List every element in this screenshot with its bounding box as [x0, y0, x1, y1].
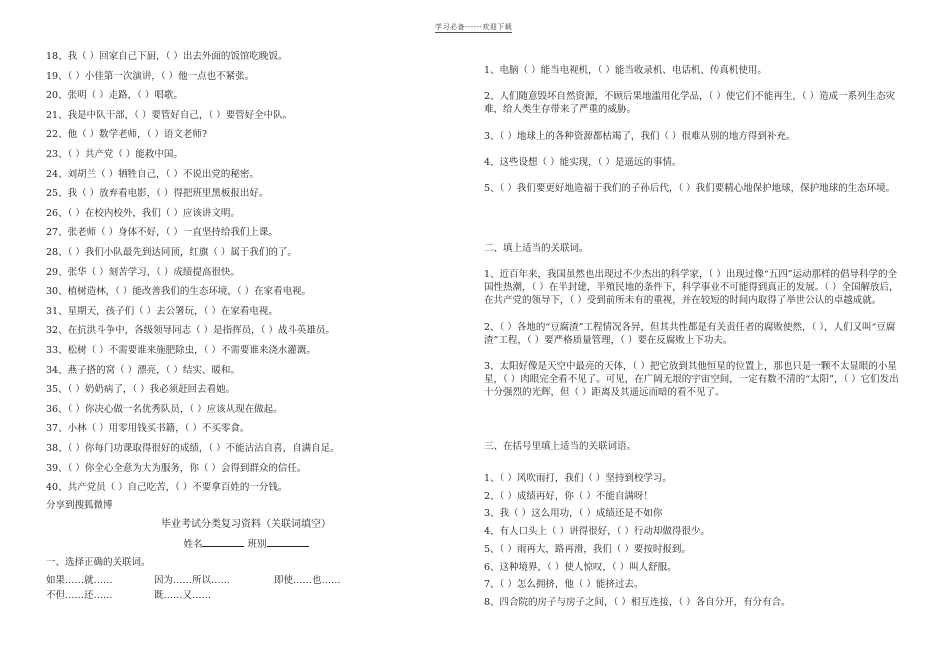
exercise-item: 23、（ ）共产党（ ）能救中国。: [46, 149, 183, 160]
exercise-item: 5、（ ）我们要更好地造福于我们的子孙后代，（ ）我们要精心地保护地球，保护地球的生态环境。: [484, 183, 896, 194]
header-text: 学习必备------欢迎下载: [435, 23, 513, 31]
exercise-item: 22、他（ ）数学老师，（ ）语文老师?: [46, 129, 207, 141]
name-label: 姓名: [183, 538, 203, 550]
exercise-item: 35、（ ）奶奶病了，（ ）我必须赶回去看她。: [46, 384, 236, 396]
exercise-item: 27、张老师（ ）身体不好，（ ）一直坚持给我们上课。: [46, 227, 278, 239]
paragraph: 3、太阳好像是天空中最亮的天体，（ ）把它放到其他恒星的位置上，那也只是一颗不太显眼的小星星，（ ）肉眼完全看不见了。可见，在广阔无垠的宇宙空间，一定有数不清的“太阳”，（ ）它们发出十分强烈的光辉，但（ ）距离及其遥远而暗的看不见了。: [484, 361, 899, 398]
paragraph: 1、近百年来，我国虽然也出现过不少杰出的科学家，（ ）出现过像“五四”运动那样的倡导科学的全国性热潮，（ ）在半封建，半殖民地的条件下，科学事业不可能得到真正的发展。（ ）全国解放后，在共产党的领导下，（ ）受到前所未有的重视，并在较短的时间内取得了举世公认的卓越成就。: [484, 269, 899, 306]
exercise-item: 3、（ ）地球上的各种资源都枯竭了，我们（ ）很难从别的地方得到补充。: [484, 131, 796, 142]
exercise-item: 4、这些设想（ ）能实现，（ ）是遥远的事情。: [484, 157, 682, 168]
exercise-item: 29、张华（ ）刻苦学习，（ ）成绩提高很快。: [46, 266, 240, 278]
exercise-item: 34、燕子搭的窝（ ）漂亮，（ ）结实、暖和。: [46, 364, 240, 376]
option-pair: 如果……就……: [46, 574, 113, 586]
exercise-item: 21、我是中队干部，（ ）要管好自己，（ ）要管好全中队。: [46, 109, 293, 121]
class-blank: [267, 537, 309, 547]
exercise-item: 38、（ ）你每门功课取得很好的成绩，（ ）不能沾沾自喜，自满自足。: [46, 443, 340, 454]
exercise-item: 26、（ ）在校内校外，我们（ ）应该讲文明。: [46, 207, 240, 219]
exercise-item: 2、人们随意毁坏自然资源，不顾后果地滥用化学品，（ ）使它们不能再生，（ ）造成一系列生态灾难，给人类生存带来了严重的威胁。: [484, 91, 896, 115]
option-pair: 不但……还……: [46, 589, 113, 601]
exercise-item: 40、共产党员（ ）自己吃苦，（ ）不要拿百姓的一分钱。: [46, 482, 288, 494]
option-pair: 既……又……: [154, 589, 212, 601]
exercise-item: 36、（ ）你决心做一名优秀队员，（ ）应该从现在做起。: [46, 403, 283, 415]
exercise-item: 18、我（ ）回家自己下厨，（ ）出去外面的饭馆吃晚饭。: [46, 51, 288, 62]
exercise-item: 33、松树（ ）不需要谁来施肥除虫，（ ）不需要谁来浇水灌溉。: [46, 345, 316, 356]
exercise-item: 31、星期天，孩子们（ ）去公署玩，（ ）在家看电视。: [46, 305, 278, 317]
exercise-item: 2、（ ）成绩再好，你（ ）不能自满呀！: [484, 490, 653, 502]
exercise-item: 7、（ ）怎么拥挤，他（ ）能挤过去。: [484, 579, 644, 591]
exercise-item: 3、我（ ）这么用功，（ ）成绩还是不如你: [484, 508, 663, 520]
section-title: 一、选择正确的关联词。: [46, 556, 151, 568]
paragraph: 2、（ ）各地的“豆腐渣”工程情况各异，但其共性都是有关责任者的腐败使然，（ ），人们又叫“豆腐渣”工程，（ ）要严格质量管理，（ ）要在反腐败上下功夫。: [484, 322, 896, 346]
class-label: 班别: [247, 538, 267, 550]
exercise-item: 6、这种境界，（ ）使人惊叹，（ ）叫人舒服。: [484, 561, 677, 573]
exercise-item: 24、刘胡兰（ ）牺牲自己，（ ）不说出党的秘密。: [46, 168, 259, 180]
exercise-item: 4、有人口头上（ ）讲得很好，（ ）行动却做得很少。: [484, 526, 710, 538]
exercise-item: 1、电脑（ ）能当电视机，（ ）能当收录机、电话机、传真机使用。: [484, 65, 767, 76]
name-blank: [202, 537, 244, 547]
share-link: 分享到搜狐微博: [46, 499, 113, 511]
exercise-item: 5、（ ）雨再大，路再滑，我们（ ）要按时报到。: [484, 543, 691, 555]
section-title: 二、填上适当的关联词。: [484, 243, 589, 254]
exercise-item: 20、张明（ ）走路，（ ）唱歌。: [46, 90, 183, 102]
exercise-item: 28、（ ）我们小队最先到达同顶，红旗（ ）属于我们的了。: [46, 247, 297, 258]
exercise-item: 32、在抗洪斗争中，各级领导同志（ ）是指挥员，（ ）战斗英雄员。: [46, 325, 335, 337]
doc-title: 毕业考试分类复习资料（关联词填空）: [161, 518, 331, 530]
exercise-item: 8、四合院的房子与房子之间，（ ）相互连接，（ ）各自分开，有分有合。: [484, 596, 791, 608]
exercise-item: 1、（ ）风吹雨打，我们（ ）坚持到校学习。: [484, 473, 672, 484]
page-header: [435, 22, 512, 32]
name-class-row: [46, 537, 446, 551]
option-pair: 因为……所以……: [154, 574, 231, 586]
option-pair: 即使……也……: [274, 574, 341, 586]
exercise-item: 30、植树造林，（ ）能改善我们的生态环境，（ ）在家看电视。: [46, 286, 312, 298]
exercise-item: 39、（ ）你全心全意为大为服务，你（ ）会得到群众的信任。: [46, 462, 307, 474]
exercise-item: 25、我（ ）放弃看电影，（ ）得把班里黑板报出好。: [46, 188, 269, 200]
section-title: 三、在括号里填上适当的关联词语。: [484, 441, 637, 452]
exercise-item: 37、小林（ ）用零用钱买书籍，（ ）不买零食。: [46, 423, 250, 435]
exercise-item: 19、（ ）小佳第一次演讲，（ ）他一点也不紧张。: [46, 70, 255, 82]
